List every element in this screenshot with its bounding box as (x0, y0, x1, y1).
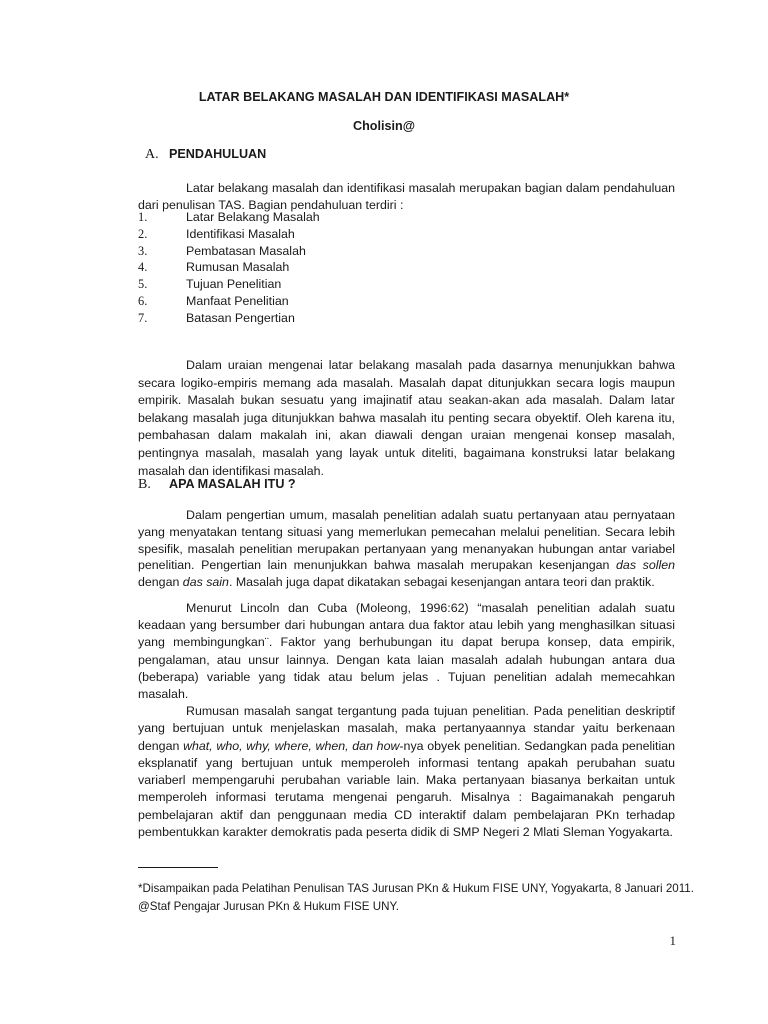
pengertian-paragraph (138, 507, 675, 591)
author-name: Cholisin@ (353, 119, 415, 133)
section-a-letter: A. (145, 147, 159, 162)
rumusan-paragraph (138, 703, 675, 841)
list-number: 5. (138, 277, 148, 292)
outline-list (138, 209, 675, 327)
section-a-title: PENDAHULUAN (169, 147, 267, 161)
section-b-letter: B. (138, 477, 151, 492)
list-label: Batasan Pengertian (186, 310, 295, 325)
list-item (138, 209, 675, 226)
footnote-1: *Disampaikan pada Pelatihan Penulisan TAS Jurusan PKn & Hukum FISE UNY, Yogyakarta, 8 Januari 2011. (138, 882, 694, 895)
list-item (138, 310, 675, 327)
pengertian-text-1: Dalam pengertian umum, masalah penelitian adalah suatu pertanyaan atau pernyataan yang menyatakan tentang situasi yang memerlukan pemecahan melalui penelitian. Secara lebih spesifik, masalah penelitian merupakan pertanyaan yang menanyakan hubungan antar variabel penelitian. Pengertian lain menunjukkan bahwa masalah merupakan kesenjangan (138, 508, 675, 573)
list-label: Tujuan Penelitian (186, 277, 282, 292)
section-b-heading (138, 476, 296, 494)
list-label: Latar Belakang Masalah (186, 210, 320, 224)
list-number: 4. (138, 260, 148, 275)
question-words-text: what, who, why, where, when, dan how (183, 738, 400, 753)
list-number: 2. (138, 226, 148, 241)
document-title: LATAR BELAKANG MASALAH DAN IDENTIFIKASI MASALAH* (198, 90, 570, 104)
intro-text: Latar belakang masalah dan identifikasi masalah merupakan bagian dalam pendahuluan dari penulisan TAS. Bagian pendahuluan terdiri : (138, 181, 675, 212)
list-number: 1. (138, 210, 148, 224)
section-b-title: APA MASALAH ITU ? (169, 477, 296, 491)
rumusan-text-1: Rumusan masalah sangat tergantung pada tujuan penelitian. Pada penelitian deskriptif yang bertujuan untuk menjelaskan masalah, maka pertanyaannya standar yaitu berkenaan dengan (138, 704, 675, 753)
lincoln-paragraph (138, 600, 675, 703)
list-label: Identifikasi Masalah (186, 226, 295, 241)
list-number: 3. (138, 243, 148, 258)
list-item (138, 226, 675, 243)
das-sain-text: das sain (182, 575, 229, 590)
page-number: 1 (669, 933, 676, 948)
footnote-separator (138, 867, 218, 868)
uraian-paragraph (138, 357, 675, 480)
pengertian-text-3: . Masalah juga dapat dikatakan sebagai kesenjangan antara teori dan praktik. (228, 575, 655, 590)
footnote-2: @Staf Pengajar Jurusan PKn & Hukum FISE UNY. (138, 900, 399, 913)
list-label: Manfaat Penelitian (186, 293, 289, 308)
section-a-heading (145, 146, 266, 164)
list-number: 7. (138, 310, 148, 325)
uraian-text: Dalam uraian mengenai latar belakang masalah pada dasarnya menunjukkan bahwa secara logiko-empiris memang ada masalah. Masalah dapat ditunjukkan secara logis maupun empirik. Masalah bukan sesuatu yang imajinatif atau seakan-akan ada masalah. Dalam latar belakang masalah juga ditunjukkan bahwa masalah itu penting secara obyektif. Oleh karena itu, pembahasan dalam makalah ini, akan diawali dengan uraian mengenai konsep masalah, pentingnya masalah, masalah yang layak untuk diteliti, bagaimana konstruksi latar belakang masalah dan identifikasi masalah. (138, 358, 675, 478)
list-item (138, 293, 675, 310)
pengertian-text-2: dengan (138, 575, 183, 590)
das-sollen-text: das sollen (616, 558, 676, 573)
list-number: 6. (138, 293, 148, 308)
lincoln-text: Menurut Lincoln dan Cuba (Moleong, 1996:62) “masalah penelitian adalah suatu keadaan yang bersumber dari hubungan antara dua faktor atau lebih yang menghasilkan situasi yang membingungkan¨. Faktor yang berhubungan itu dapat berupa konsep, data empirik, pengalaman, atau unsur lainnya. Dengan kata laian masalah adalah hubungan antara dua (beberapa) variable yang tidak atau belum jelas . Tujuan penelitian adalah memecahkan masalah. (138, 601, 675, 702)
list-item (138, 259, 675, 276)
list-label: Pembatasan Masalah (186, 243, 306, 258)
list-item (138, 276, 675, 293)
list-item (138, 243, 675, 260)
list-label: Rumusan Masalah (186, 260, 290, 275)
rumusan-text-2: -nya obyek penelitian. Sedangkan pada penelitian eksplanatif yang bertujuan untuk memperoleh informasi tentang apakah perubahan suatu variaberl mempengaruhi perubahan variable lain. Maka pertanyaan biasanya berkaitan untuk memperoleh informasi terutama mengenai pengaruh. Misalnya : Bagaimanakah pengaruh pembelajaran aktif dan penggunaan media CD interaktif dalam pembelajaran PKn terhadap pembentukkan karakter demokratis pada peserta didik di SMP Negeri 2 Mlati Sleman Yogyakarta. (138, 738, 675, 840)
